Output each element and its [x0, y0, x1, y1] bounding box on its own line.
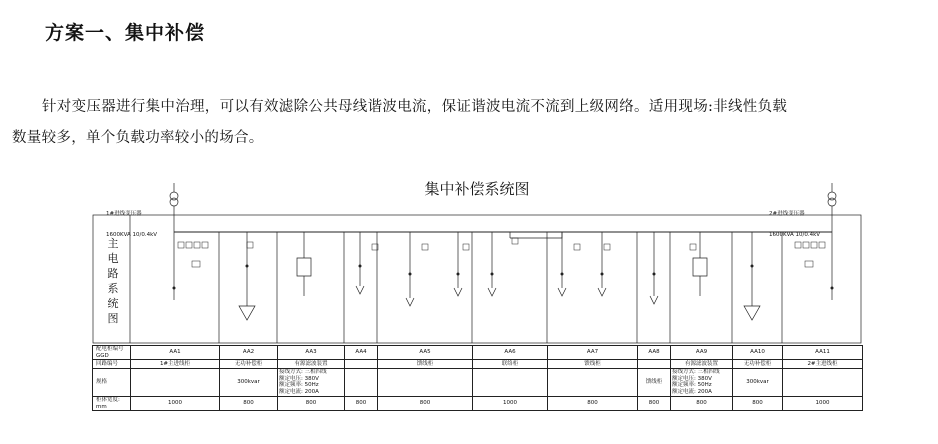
- table-cell: 1000: [131, 397, 220, 411]
- table-cell: [783, 369, 863, 397]
- table-cell: AA3: [278, 346, 345, 360]
- table-cell: [278, 369, 345, 397]
- table-row: [93, 369, 863, 397]
- table-cell: 馈线柜: [378, 360, 473, 369]
- table-cell: [345, 360, 378, 369]
- left-transformer-rating: 1600KVA 10/0.4kV: [106, 232, 158, 238]
- spec-line: 额定电流: 200A: [672, 388, 712, 395]
- single-line-circuit: [92, 178, 862, 345]
- table-cell: 1#主进线柜: [131, 360, 220, 369]
- table-cell: AA2: [220, 346, 278, 360]
- table-cell: 800: [671, 397, 733, 411]
- side-label-char: 图: [107, 312, 119, 325]
- table-cell: 300kvar: [220, 369, 278, 397]
- cabinet-table: [92, 345, 863, 411]
- table-cell: AA6: [473, 346, 548, 360]
- diagram-title: 集中补偿系统图: [424, 180, 530, 198]
- table-cell: 馈线柜: [638, 369, 671, 397]
- spec-line: 接线方式: 三相四线: [672, 369, 720, 375]
- row-header: 柜体宽度: mm: [93, 397, 131, 411]
- table-cell: [378, 369, 473, 397]
- table-cell: [473, 369, 548, 397]
- table-cell: AA4: [345, 346, 378, 360]
- table-cell: AA5: [378, 346, 473, 360]
- table-cell: [638, 360, 671, 369]
- table-cell: 1000: [783, 397, 863, 411]
- table-cell: [548, 369, 638, 397]
- right-transformer-name: 2#进线变压器: [769, 211, 805, 217]
- table-cell: 800: [220, 397, 278, 411]
- left-transformer-icon: [170, 183, 178, 215]
- spec-line: 额定电压: 380V: [672, 375, 712, 382]
- main-circuit-label: [98, 236, 128, 326]
- table-cell: 2#主进线柜: [783, 360, 863, 369]
- table-cell: 800: [345, 397, 378, 411]
- spec-line: 额定电流: 200A: [279, 388, 319, 395]
- table-cell: 无功补偿柜: [733, 360, 783, 369]
- feeder-branches: [239, 232, 760, 320]
- side-label-char: 主: [107, 237, 119, 250]
- schematic-frame: [93, 215, 861, 343]
- table-row: [93, 397, 863, 411]
- table-row: [93, 346, 863, 360]
- table-cell: 无功补偿柜: [220, 360, 278, 369]
- paragraph-line-2: 数量较多，单个负载功率较小的场合。: [12, 130, 264, 146]
- table-cell: 有源滤波装置: [278, 360, 345, 369]
- side-label-char: 系: [107, 282, 119, 295]
- table-cell: 有源滤波装置: [671, 360, 733, 369]
- side-label-char: 路: [107, 267, 119, 280]
- table-cell: AA8: [638, 346, 671, 360]
- table-cell: 馈线柜: [548, 360, 638, 369]
- table-cell: 800: [733, 397, 783, 411]
- paragraph-line-1: 针对变压器进行集中治理，可以有效滤除公共母线谐波电流，保证谐波电流不流到上级网络。适用现场:非线性负载: [42, 99, 788, 115]
- side-label-char: 电: [107, 252, 119, 265]
- section-heading: 方案一、集中补偿: [45, 22, 206, 44]
- left-transformer-name: 1#进线变压器: [106, 211, 142, 217]
- table-cell: 800: [638, 397, 671, 411]
- table-cell: AA7: [548, 346, 638, 360]
- table-cell: 1000: [473, 397, 548, 411]
- table-cell: AA10: [733, 346, 783, 360]
- table-cell: AA9: [671, 346, 733, 360]
- table-cell: [671, 369, 733, 397]
- spec-line: 额定频率: 50Hz: [672, 382, 712, 388]
- spec-line: 接线方式: 三相四线: [279, 369, 327, 375]
- table-row: [93, 360, 863, 369]
- table-cell: 800: [278, 397, 345, 411]
- table-cell: AA1: [131, 346, 220, 360]
- spec-line: 额定频率: 50Hz: [279, 382, 319, 388]
- table-cell: 联络柜: [473, 360, 548, 369]
- table-cell: 300kvar: [733, 369, 783, 397]
- side-label-char: 统: [107, 297, 119, 310]
- meter-boxes: [178, 238, 825, 267]
- right-transformer-icon: [828, 183, 836, 215]
- breaker-symbols: [173, 265, 834, 290]
- table-cell: [345, 369, 378, 397]
- spec-line: 额定电压: 380V: [279, 375, 319, 382]
- description-paragraph: [12, 92, 930, 154]
- table-cell: 800: [378, 397, 473, 411]
- table-cell: AA11: [783, 346, 863, 360]
- cabinet-dividers: [130, 215, 782, 343]
- row-header: 回路编号: [93, 360, 131, 369]
- row-header: 规格: [93, 369, 131, 397]
- row-header: 配电柜编号 GGD: [93, 346, 131, 360]
- system-diagram: [92, 178, 862, 414]
- table-cell: [131, 369, 220, 397]
- right-transformer-rating: 1600KVA 10/0.4kV: [769, 232, 821, 238]
- table-cell: 800: [548, 397, 638, 411]
